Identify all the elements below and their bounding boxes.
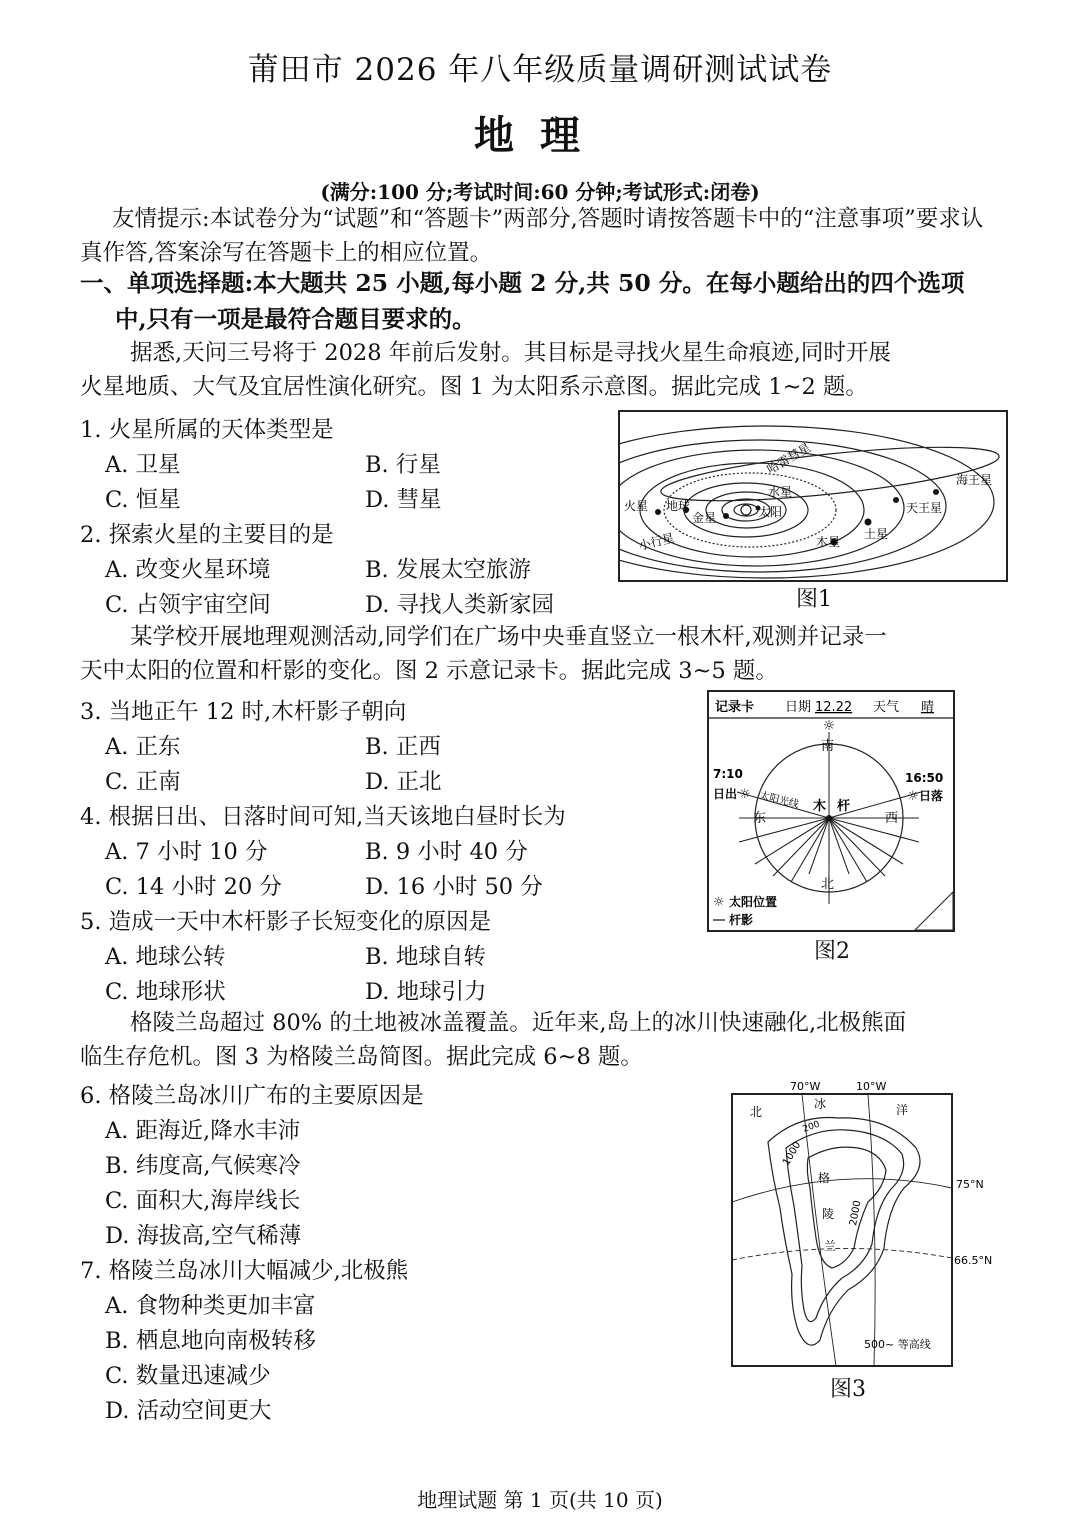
figure-3-greenland-map [728, 1078, 998, 1368]
label-asteroid: 小行星 [637, 530, 676, 553]
sunset-sun-icon: ☼ [907, 789, 919, 804]
question-4-stem: 4. 根据日出、日落时间可知,当天该地白昼时长为 [80, 804, 566, 830]
figure-1-solar-system [618, 410, 1008, 582]
legend-sun-label: 太阳位置 [729, 895, 778, 909]
question-7-stem: 7. 格陵兰岛冰川大幅减少,北极熊 [80, 1258, 409, 1284]
question-6-stem: 6. 格陵兰岛冰川广布的主要原因是 [80, 1083, 424, 1109]
question-6-option-a: A. 距海近,降水丰沛 [105, 1118, 301, 1144]
label-jupiter: 木星 [816, 535, 841, 549]
page-footer: 地理试题 第 1 页(共 10 页) [417, 1488, 663, 1512]
label-sun: 太阳 [758, 505, 783, 519]
date-value: 12.22 [815, 700, 853, 715]
notice-line-2: 真作答,答案涂写在答题卡上的相应位置。 [80, 240, 493, 266]
question-7-option-d: D. 活动空间更大 [105, 1398, 272, 1424]
label-venus: 金星 [692, 511, 717, 525]
ocean-label-3: 洋 [896, 1103, 909, 1117]
question-4-option-b: B. 9 小时 40 分 [365, 839, 528, 865]
question-4-option-a: A. 7 小时 10 分 [105, 839, 268, 865]
intro1-line-1: 据悉,天问三号将于 2028 年前后发射。其目标是寻找火星生命痕迹,同时开展 [130, 340, 891, 366]
contour-2000: 2000 [848, 1199, 864, 1227]
question-1-option-d: D. 彗星 [365, 487, 442, 513]
exam-info: (满分:100 分;考试时间:60 分钟;考试形式:闭卷) [320, 180, 760, 204]
figure-2-caption: 图2 [814, 939, 850, 964]
label-mars: 火星 [624, 499, 649, 513]
question-1-option-c: C. 恒星 [105, 487, 181, 513]
saturn-dot [865, 519, 872, 526]
question-3-stem: 3. 当地正午 12 时,木杆影子朝向 [80, 699, 407, 725]
question-4-option-c: C. 14 小时 20 分 [105, 874, 282, 900]
contour-1000: 1000 [781, 1139, 804, 1168]
island-label-3: 兰 [824, 1239, 837, 1253]
latitude-66n: 66.5°N [954, 1254, 993, 1267]
question-7-option-c: C. 数量迅速减少 [105, 1363, 271, 1389]
label-mercury: 水星 [768, 485, 793, 499]
legend-shadow-label: 杆影 [729, 913, 754, 927]
question-6-option-c: C. 面积大,海岸线长 [105, 1188, 301, 1214]
longitude-10w: 10°W [856, 1080, 887, 1093]
weather-value: 晴 [921, 700, 935, 715]
ocean-label-1: 北 [750, 1105, 763, 1119]
intro2-line-1: 某学校开展地理观测活动,同学们在广场中央垂直竖立一根木杆,观测并记录一 [130, 624, 887, 650]
longitude-70w: 70°W [790, 1080, 821, 1093]
contour-200: 200 [801, 1119, 822, 1135]
weather-label: 天气 [873, 700, 900, 715]
figure-1-caption: 图1 [796, 587, 832, 612]
exam-title: 莆田市 2026 年八年级质量调研测试试卷 [247, 52, 833, 88]
mars-dot [655, 509, 661, 515]
figure-3-caption: 图3 [830, 1377, 866, 1402]
legend-sun-icon: ☼ [713, 895, 725, 910]
question-1-stem: 1. 火星所属的天体类型是 [80, 417, 334, 443]
neptune-dot [933, 489, 939, 495]
label-halley-comet: 哈雷彗星 [764, 440, 814, 477]
question-2-option-d: D. 寻找人类新家园 [365, 592, 555, 618]
question-5-stem: 5. 造成一天中木杆影子长短变化的原因是 [80, 909, 492, 935]
island-label-1: 格 [818, 1171, 831, 1185]
question-4-option-d: D. 16 小时 50 分 [365, 874, 543, 900]
sunset-label: 日落 [919, 789, 944, 803]
pole-label-1: 木 [813, 799, 827, 814]
intro2-line-2: 天中太阳的位置和杆影的变化。图 2 示意记录卡。据此完成 3~5 题。 [80, 658, 778, 684]
question-3-option-d: D. 正北 [365, 769, 442, 795]
question-5-option-a: A. 地球公转 [105, 944, 226, 970]
question-3-option-b: B. 正西 [365, 734, 441, 760]
section-heading-line-2: 中,只有一项是最符合题目要求的。 [115, 305, 476, 333]
question-3-option-c: C. 正南 [105, 769, 181, 795]
direction-south: 南 [821, 739, 835, 754]
label-uranus: 天王星 [906, 501, 943, 515]
sun-symbol [741, 505, 751, 515]
sunrise-time: 7:10 [713, 767, 743, 781]
question-7-option-b: B. 栖息地向南极转移 [105, 1328, 316, 1354]
intro3-line-2: 临生存危机。图 3 为格陵兰岛简图。据此完成 6~8 题。 [80, 1044, 643, 1070]
map-legend: 500~ 等高线 [864, 1338, 931, 1351]
intro1-line-2: 火星地质、大气及宜居性演化研究。图 1 为太阳系示意图。据此完成 1~2 题。 [80, 374, 868, 400]
question-3-option-a: A. 正东 [105, 734, 181, 760]
section-heading-line-1: 一、单项选择题:本大题共 25 小题,每小题 2 分,共 50 分。在每小题给出的四个选项 [80, 269, 965, 297]
question-6-option-d: D. 海拔高,空气稀薄 [105, 1223, 302, 1249]
label-saturn: 土星 [864, 527, 889, 541]
date-label: 日期 [785, 700, 812, 715]
question-5-option-b: B. 地球自转 [365, 944, 486, 970]
sun-ray-label: 太阳光线 [758, 790, 800, 811]
question-1-option-a: A. 卫星 [105, 452, 181, 478]
question-5-option-c: C. 地球形状 [105, 979, 226, 1005]
sunset-time: 16:50 [905, 771, 944, 785]
intro3-line-1: 格陵兰岛超过 80% 的土地被冰盖覆盖。近年来,岛上的冰川快速融化,北极熊面 [130, 1010, 907, 1036]
label-earth: 地球 [666, 499, 691, 513]
subject-title: 地理 [474, 112, 606, 159]
question-7-option-a: A. 食物种类更加丰富 [105, 1293, 316, 1319]
question-2-option-c: C. 占领宇宙空间 [105, 592, 271, 618]
question-6-option-b: B. 纬度高,气候寒冷 [105, 1153, 301, 1179]
ocean-label-2: 冰 [814, 1097, 827, 1111]
notice-line-1: 友情提示:本试卷分为“试题”和“答题卡”两部分,答题时请按答题卡中的“注意事项”要求认 [112, 206, 984, 232]
direction-north: 北 [821, 877, 835, 892]
direction-east: 东 [753, 811, 767, 826]
island-label-2: 陵 [822, 1207, 835, 1221]
question-2-option-a: A. 改变火星环境 [105, 557, 271, 583]
uranus-dot [893, 497, 899, 503]
question-5-option-d: D. 地球引力 [365, 979, 487, 1005]
sunrise-label: 日出 [713, 787, 738, 801]
card-title: 记录卡 [715, 700, 755, 715]
question-2-stem: 2. 探索火星的主要目的是 [80, 522, 334, 548]
question-1-option-b: B. 行星 [365, 452, 441, 478]
figure-2-record-card [707, 690, 955, 932]
venus-dot [723, 513, 729, 519]
latitude-75n: 75°N [956, 1178, 984, 1191]
sun-icon: ☼ [822, 718, 836, 734]
direction-west: 西 [885, 811, 899, 826]
label-neptune: 海王星 [956, 473, 993, 487]
question-2-option-b: B. 发展太空旅游 [365, 557, 531, 583]
pole-label-2: 杆 [837, 799, 851, 814]
sunrise-sun-icon: ☼ [739, 787, 751, 802]
